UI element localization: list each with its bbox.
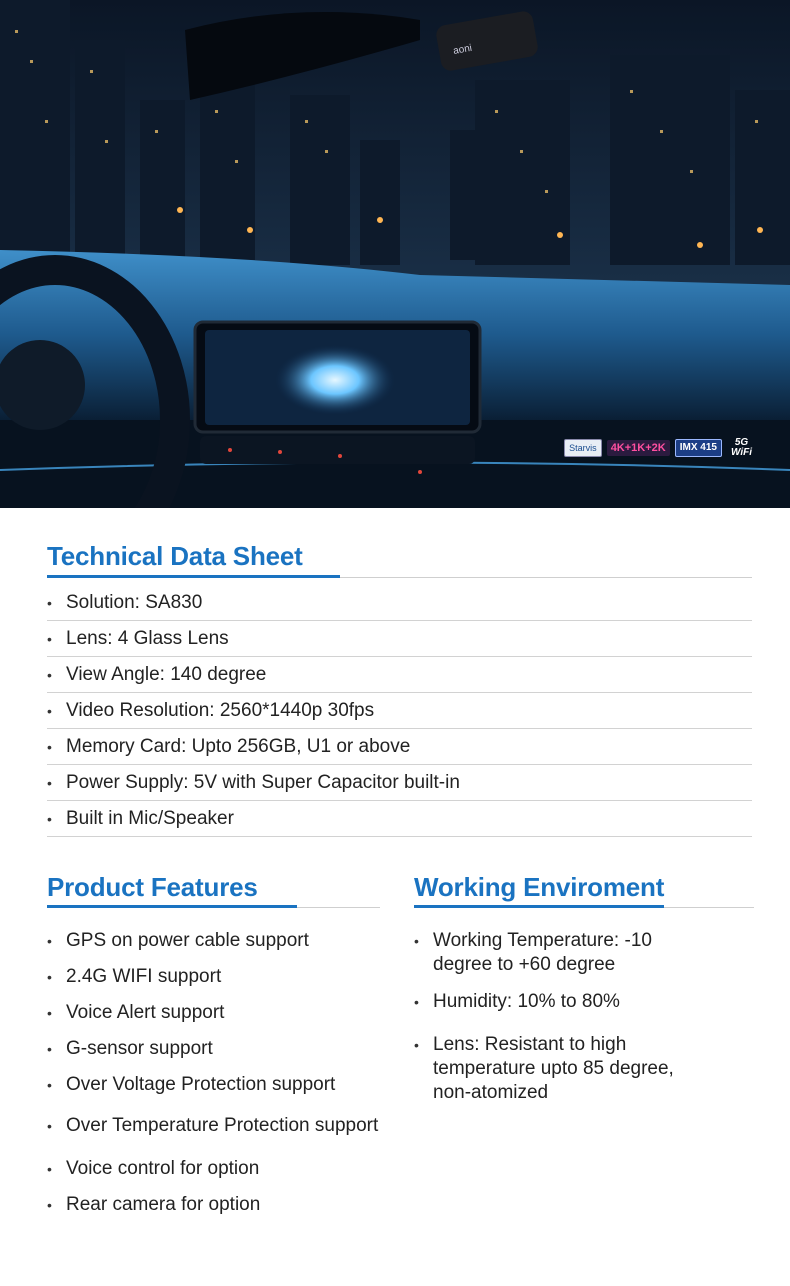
wifi-5g-badge [727, 436, 756, 460]
wifi-label: WiFi [730, 447, 752, 458]
bullet-icon: • [414, 994, 419, 1010]
device-brand-text: aoni [452, 42, 473, 57]
bullet-icon: • [47, 969, 52, 985]
feature-item-text: G-sensor support [66, 1038, 213, 1059]
spec-item [47, 585, 752, 621]
imx-sensor-badge: IMX 415 [675, 439, 722, 457]
feature-item [47, 1073, 387, 1097]
car-interior-night-illustration [0, 0, 790, 508]
bullet-icon: • [47, 811, 52, 827]
environment-item-text: Lens: Resistant to high temperature upto 85 degree, non-atomized [433, 1034, 674, 1103]
spec-item-text: Memory Card: Upto 256GB, U1 or above [66, 736, 411, 757]
environment-list [414, 922, 754, 1105]
spec-section-title: Technical Data Sheet [47, 541, 303, 571]
spec-title-underline [47, 575, 340, 578]
feature-badges [564, 436, 756, 460]
feature-item [47, 965, 387, 989]
features-list [47, 922, 387, 1217]
feature-item [47, 1114, 387, 1138]
environment-item-text: Working Temperature: -10 degree to +60 degree [433, 930, 652, 975]
environment-title-underline [414, 905, 664, 908]
spec-item-text: Built in Mic/Speaker [66, 808, 234, 829]
spec-item-text: Solution: SA830 [66, 592, 203, 613]
spec-item-text: Power Supply: 5V with Super Capacitor built-in [66, 772, 460, 793]
feature-item-text: GPS on power cable support [66, 930, 309, 951]
bullet-icon: • [47, 667, 52, 683]
spec-item [47, 657, 752, 693]
feature-item [47, 1001, 387, 1025]
feature-item [47, 1037, 387, 1061]
environment-item [414, 1033, 714, 1105]
environment-item [414, 929, 704, 977]
spec-item [47, 621, 752, 657]
feature-item [47, 1157, 387, 1181]
hero-banner [0, 0, 790, 508]
bullet-icon: • [47, 739, 52, 755]
feature-item-text: Rear camera for option [66, 1194, 261, 1215]
feature-item [47, 1193, 387, 1217]
bullet-icon: • [47, 1005, 52, 1021]
spec-item-text: View Angle: 140 degree [66, 664, 267, 685]
feature-item-text: Over Temperature Protection support [66, 1115, 379, 1136]
bullet-icon: • [414, 1037, 419, 1053]
bullet-icon: • [47, 933, 52, 949]
environment-item [414, 990, 754, 1014]
environment-section-title: Working Enviroment [414, 872, 665, 902]
spec-item [47, 729, 752, 765]
starvis-badge: Starvis [564, 439, 602, 457]
feature-item-text: Voice control for option [66, 1158, 260, 1179]
bullet-icon: • [47, 595, 52, 611]
bullet-icon: • [47, 1118, 52, 1134]
fiveg-label: 5G [734, 437, 749, 448]
spec-item [47, 801, 752, 837]
bullet-icon: • [47, 775, 52, 791]
bullet-icon: • [414, 933, 419, 949]
feature-item-text: Voice Alert support [66, 1002, 225, 1023]
features-title-underline [47, 905, 297, 908]
bullet-icon: • [47, 1077, 52, 1093]
bullet-icon: • [47, 1197, 52, 1213]
bullet-icon: • [47, 1161, 52, 1177]
environment-item-text: Humidity: 10% to 80% [433, 991, 620, 1012]
spec-list [47, 585, 752, 837]
resolution-badge: 4K+1K+2K [607, 440, 670, 456]
bullet-icon: • [47, 703, 52, 719]
feature-item-text: 2.4G WIFI support [66, 966, 222, 987]
spec-item [47, 765, 752, 801]
spec-item-text: Lens: 4 Glass Lens [66, 628, 229, 649]
bullet-icon: • [47, 1041, 52, 1057]
bullet-icon: • [47, 631, 52, 647]
feature-item-text: Over Voltage Protection support [66, 1074, 336, 1095]
spec-item-text: Video Resolution: 2560*1440p 30fps [66, 700, 375, 721]
feature-item [47, 929, 387, 953]
spec-item [47, 693, 752, 729]
features-section-title: Product Features [47, 872, 258, 902]
